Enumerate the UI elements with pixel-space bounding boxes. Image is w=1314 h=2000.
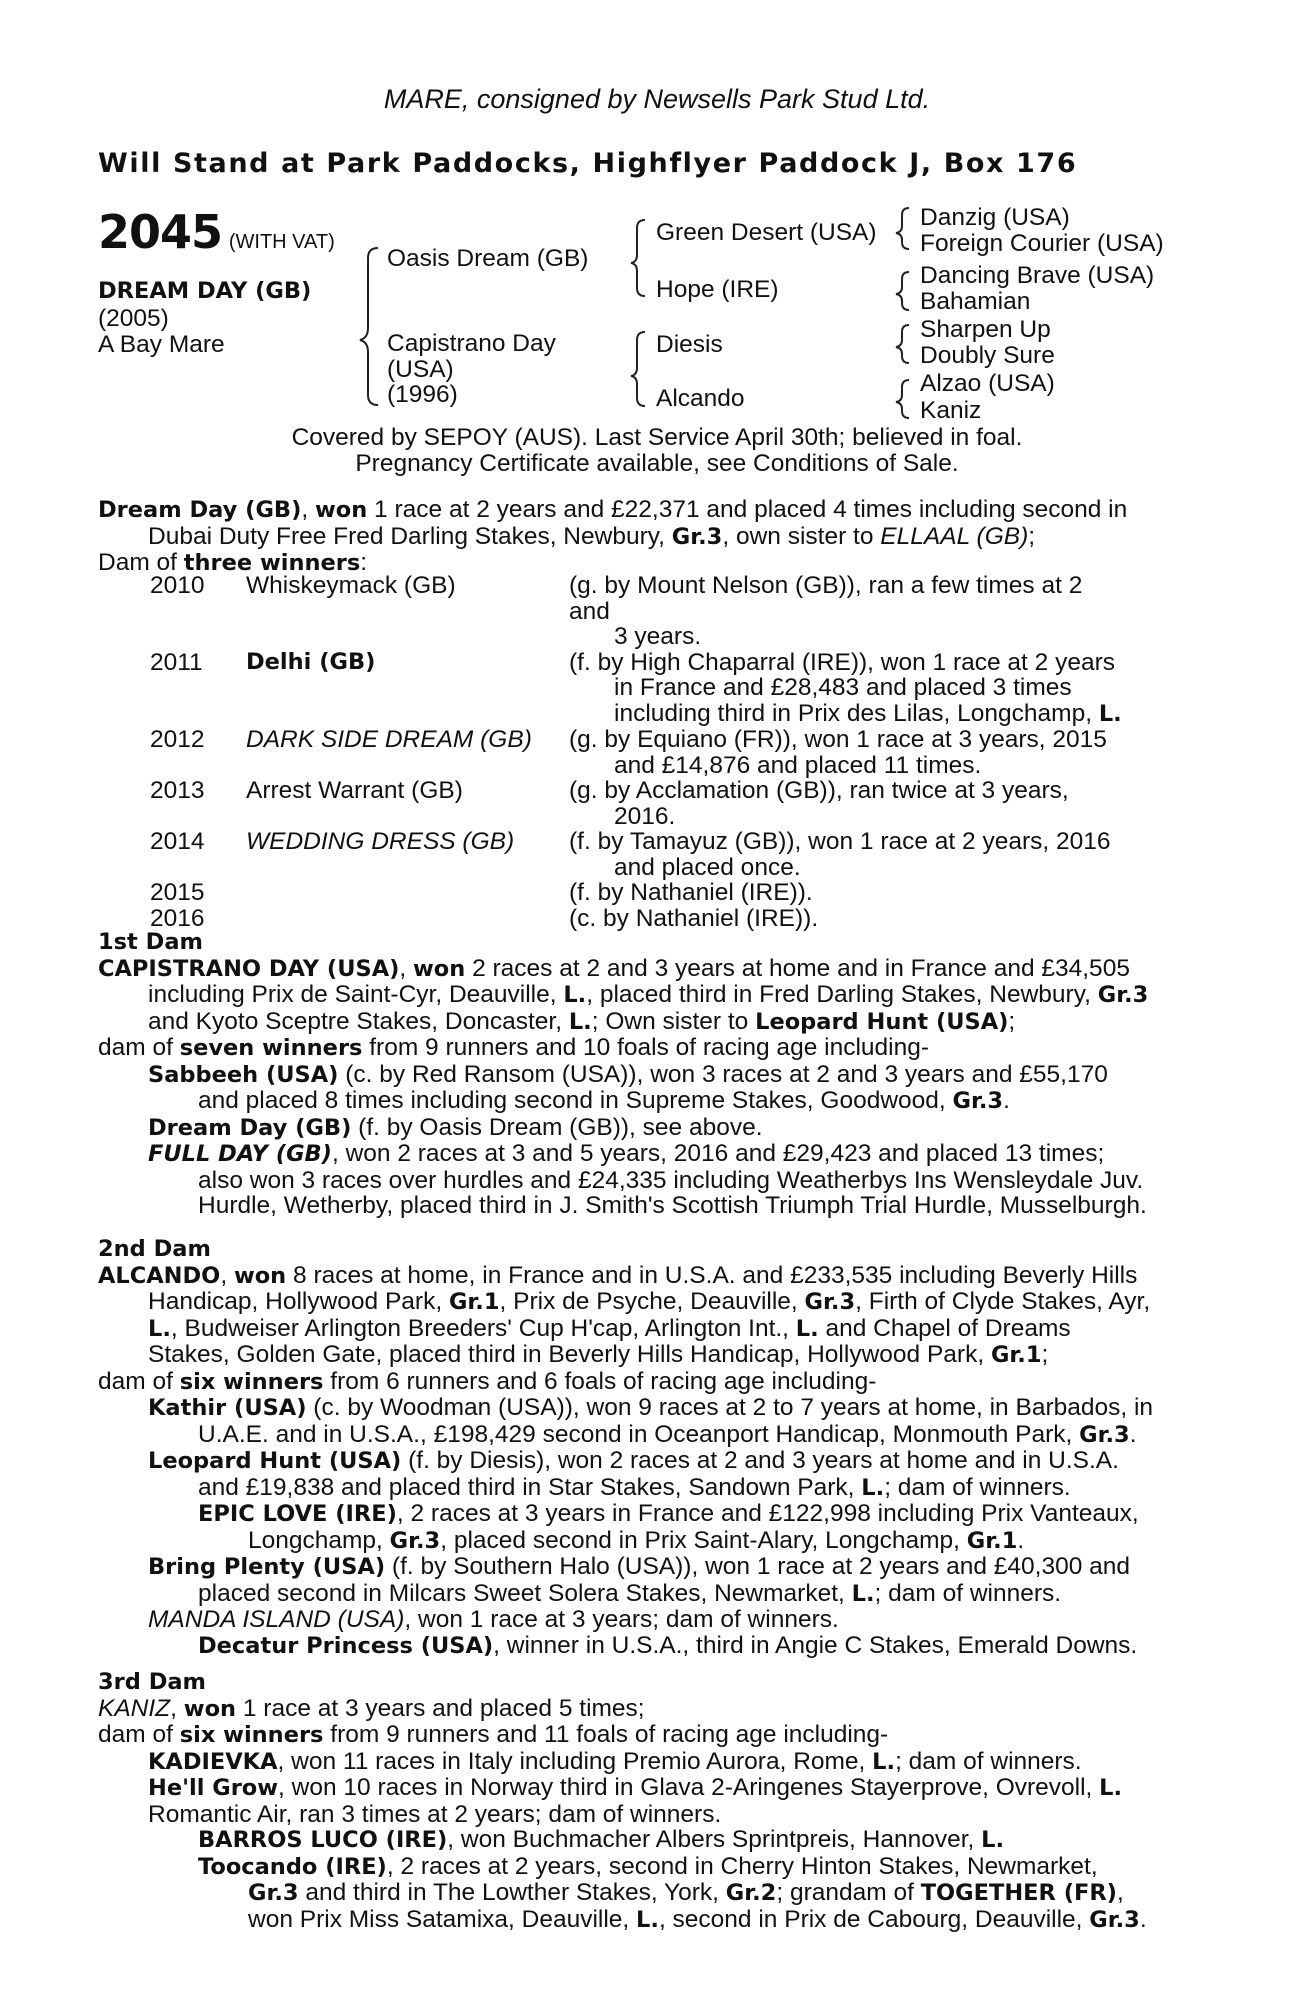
produce-row [150, 880, 1200, 906]
produce-row [150, 778, 1200, 829]
consignor-line: MARE, consigned by Newsells Park Stud Ltd. [383, 84, 931, 114]
pedigree-dss: Sharpen Up [920, 316, 1051, 343]
produce-row [150, 573, 1200, 650]
brace-gen2-dam [631, 332, 645, 406]
third-dam-title: 3rd Dam [98, 1669, 206, 1695]
brace-gen2-sire [631, 220, 645, 296]
produce-details: (f. by Nathaniel (IRE)). [569, 879, 813, 906]
pedigree-ddd: Kaniz [920, 397, 982, 424]
horse-description: A Bay Mare [98, 331, 225, 358]
pedigree-ssd: Foreign Courier (USA) [920, 230, 1164, 257]
produce-name: Arrest Warrant (GB) [246, 777, 463, 804]
brace-gen1 [360, 248, 378, 405]
produce-year: 2014 [150, 828, 205, 855]
mare-record: Dream Day (GB), won 1 race at 2 years and £22,371 and placed 4 times including second in Dubai Duty Free Fred Darling Stakes, Newbury, Gr.3, own sister to ELLAAL (GB); Dam of three winners: [98, 496, 1128, 576]
produce-row [150, 727, 1200, 778]
pedigree-ss: Green Desert (USA) [656, 219, 877, 246]
produce-year: 2012 [150, 726, 205, 753]
produce-details: (g. by Mount Nelson (GB)), ran a few times at 2 and 3 years. [569, 572, 1083, 650]
pedigree-dsd: Doubly Sure [920, 342, 1055, 369]
second-dam-title: 2nd Dam [98, 1236, 211, 1262]
produce-name: Whiskeymack (GB) [246, 572, 456, 599]
produce-name: Delhi (GB) [246, 648, 376, 675]
produce-details: (g. by Equiano (FR)), won 1 race at 3 years, 2015 and £14,876 and placed 11 times. [569, 726, 1107, 779]
produce-row [150, 650, 1200, 728]
produce-name: DARK SIDE DREAM (GB) [246, 726, 532, 753]
pedigree-ds: Diesis [656, 331, 723, 358]
produce-details: (c. by Nathaniel (IRE)). [569, 904, 819, 932]
brace-gen3-3 [896, 325, 909, 363]
second-dam-section: 2nd Dam ALCANDO, won 8 races at home, in France and in U.S.A. and £233,535 including Beverly Hills Handicap, Hollywood Park, Gr.1, Prix de Psyche, Deauville, Gr.3, Firth of Clyde Stakes, Ayr, L., Budweiser Arlington Breeders' Cup H'cap, Arlington Int., L. and Chapel of Dreams Stakes, Golden Gate, placed third in Beverly Hills Handicap, Hollywood Park, Gr.1; dam of six winners from 6 runners and 6 foals of racing age including- Kathir (USA) (c. by Woodman (USA)), won 9 races at 2 to 7 years at home, in Barbados, in U.A.E. and in U.S.A., £198,429 second in Oceanport Handicap, Monmouth Park, Gr.3. Leopard Hunt (USA) (f. by Diesis), won 2 races at 2 and 3 years at home and in U.S.A. and £19,838 and placed third in Star Stakes, Sandown Park, L.; dam of winners. EPIC LOVE (IRE), 2 races at 3 years in France and £122,998 including Prix Vanteaux, Longchamp, Gr.3, placed second in Prix Saint-Alary, Longchamp, Gr.1. Bring Plenty (USA) (f. by Southern Halo (USA)), won 1 race at 2 years and £40,300 and placed second in Milcars Sweet Solera Stakes, Newmarket, L.; dam of winners. MANDA ISLAND (USA), won 1 race at 3 years; dam of winners. Decatur Princess (USA), winner in U.S.A., third in Angie C Stakes, Emerald Downs. [98, 1237, 1196, 1659]
brace-gen3-1 [896, 208, 909, 249]
produce-year: 2015 [150, 879, 205, 906]
produce-year: 2013 [150, 777, 205, 804]
mare-name: Dream Day (GB) [98, 497, 302, 523]
sister-link: ELLAAL (GB) [880, 522, 1029, 550]
produce-year: 2010 [150, 572, 205, 599]
brace-gen3-2 [896, 272, 909, 310]
first-dam-title: 1st Dam [98, 929, 203, 955]
pedigree-dam: Capistrano Day (USA) (1996) [387, 330, 556, 408]
produce-table [150, 573, 1200, 931]
produce-name [246, 880, 569, 906]
first-dam-section: 1st Dam CAPISTRANO DAY (USA), won 2 races at 2 and 3 years at home and in France and £34,505 including Prix de Saint-Cyr, Deauville, L., placed third in Fred Darling Stakes, Newbury, Gr.3 and Kyoto Sceptre Stakes, Doncaster, L.; Own sister to Leopard Hunt (USA); dam of seven winners from 9 runners and 10 foals of racing age including- Sabbeeh (USA) (c. by Red Ransom (USA)), won 3 races at 2 and 3 years and £55,170 and placed 8 times including second in Supreme Stakes, Goodwood, Gr.3. Dream Day (GB) (f. by Oasis Dream (GB)), see above. FULL DAY (GB), won 2 races at 3 and 5 years, 2016 and £29,423 and placed 13 times; also won 3 races over hurdles and £24,335 including Weatherbys Ins Wensleydale Juv. Hurdle, Wetherby, placed third in J. Smith's Scottish Triumph Trial Hurdle, Musselburgh. [98, 930, 1196, 1219]
produce-details: (f. by High Chaparral (IRE)), won 1 race at 2 years in France and £28,483 and placed 3 times including third in Prix des Lilas, Longchamp, L. [569, 648, 1122, 727]
covering-note: Covered by SEPOY (AUS). Last Service April 30th; believed in foal. Pregnancy Certificate available, see Conditions of Sale. [291, 424, 1023, 477]
pedigree-sd: Hope (IRE) [656, 276, 779, 303]
produce-details: (f. by Tamayuz (GB)), won 1 race at 2 years, 2016 and placed once. [569, 828, 1111, 881]
pedigree-sdd: Bahamian [920, 288, 1031, 315]
pedigree-sire: Oasis Dream (GB) [387, 245, 589, 272]
pedigree-sds: Dancing Brave (USA) [920, 262, 1155, 289]
brace-gen3-4 [896, 380, 909, 418]
horse-name: DREAM DAY (GB) [98, 278, 312, 304]
lot-number: 2045 [98, 205, 223, 259]
location-line: Will Stand at Park Paddocks, Highflyer Paddock J, Box 176 [98, 148, 1078, 179]
pedigree-dd: Alcando [656, 385, 745, 412]
produce-name: WEDDING DRESS (GB) [246, 828, 515, 855]
third-dam-section: 3rd Dam KANIZ, won 1 race at 3 years and placed 5 times; dam of six winners from 9 runners and 11 foals of racing age including- KADIEVKA, won 11 races in Italy including Premio Aurora, Rome, L.; dam of winners. He'll Grow, won 10 races in Norway third in Glava 2-Aringenes Stayerprove, Ovrevoll, L. Romantic Air, ran 3 times at 2 years; dam of winners. BARROS LUCO (IRE), won Buchmacher Albers Sprintpreis, Hannover, L. Toocando (IRE), 2 races at 2 years, second in Cherry Hinton Stakes, Newmarket, Gr.3 and third in The Lowther Stakes, York, Gr.2; grandam of TOGETHER (FR), won Prix Miss Satamixa, Deauville, L., second in Prix de Cabourg, Deauville, Gr.3. [98, 1670, 1196, 1933]
produce-row [150, 829, 1200, 880]
produce-row [150, 906, 1200, 932]
vat-note: (WITH VAT) [228, 231, 335, 253]
produce-year: 2011 [150, 648, 203, 676]
pedigree-sss: Danzig (USA) [920, 204, 1070, 231]
horse-year: (2005) [98, 305, 169, 332]
produce-details: (g. by Acclamation (GB)), ran twice at 3 years, 2016. [569, 777, 1069, 830]
produce-name [246, 906, 569, 932]
pedigree-dds: Alzao (USA) [920, 370, 1055, 397]
produce-year: 2016 [150, 904, 205, 932]
